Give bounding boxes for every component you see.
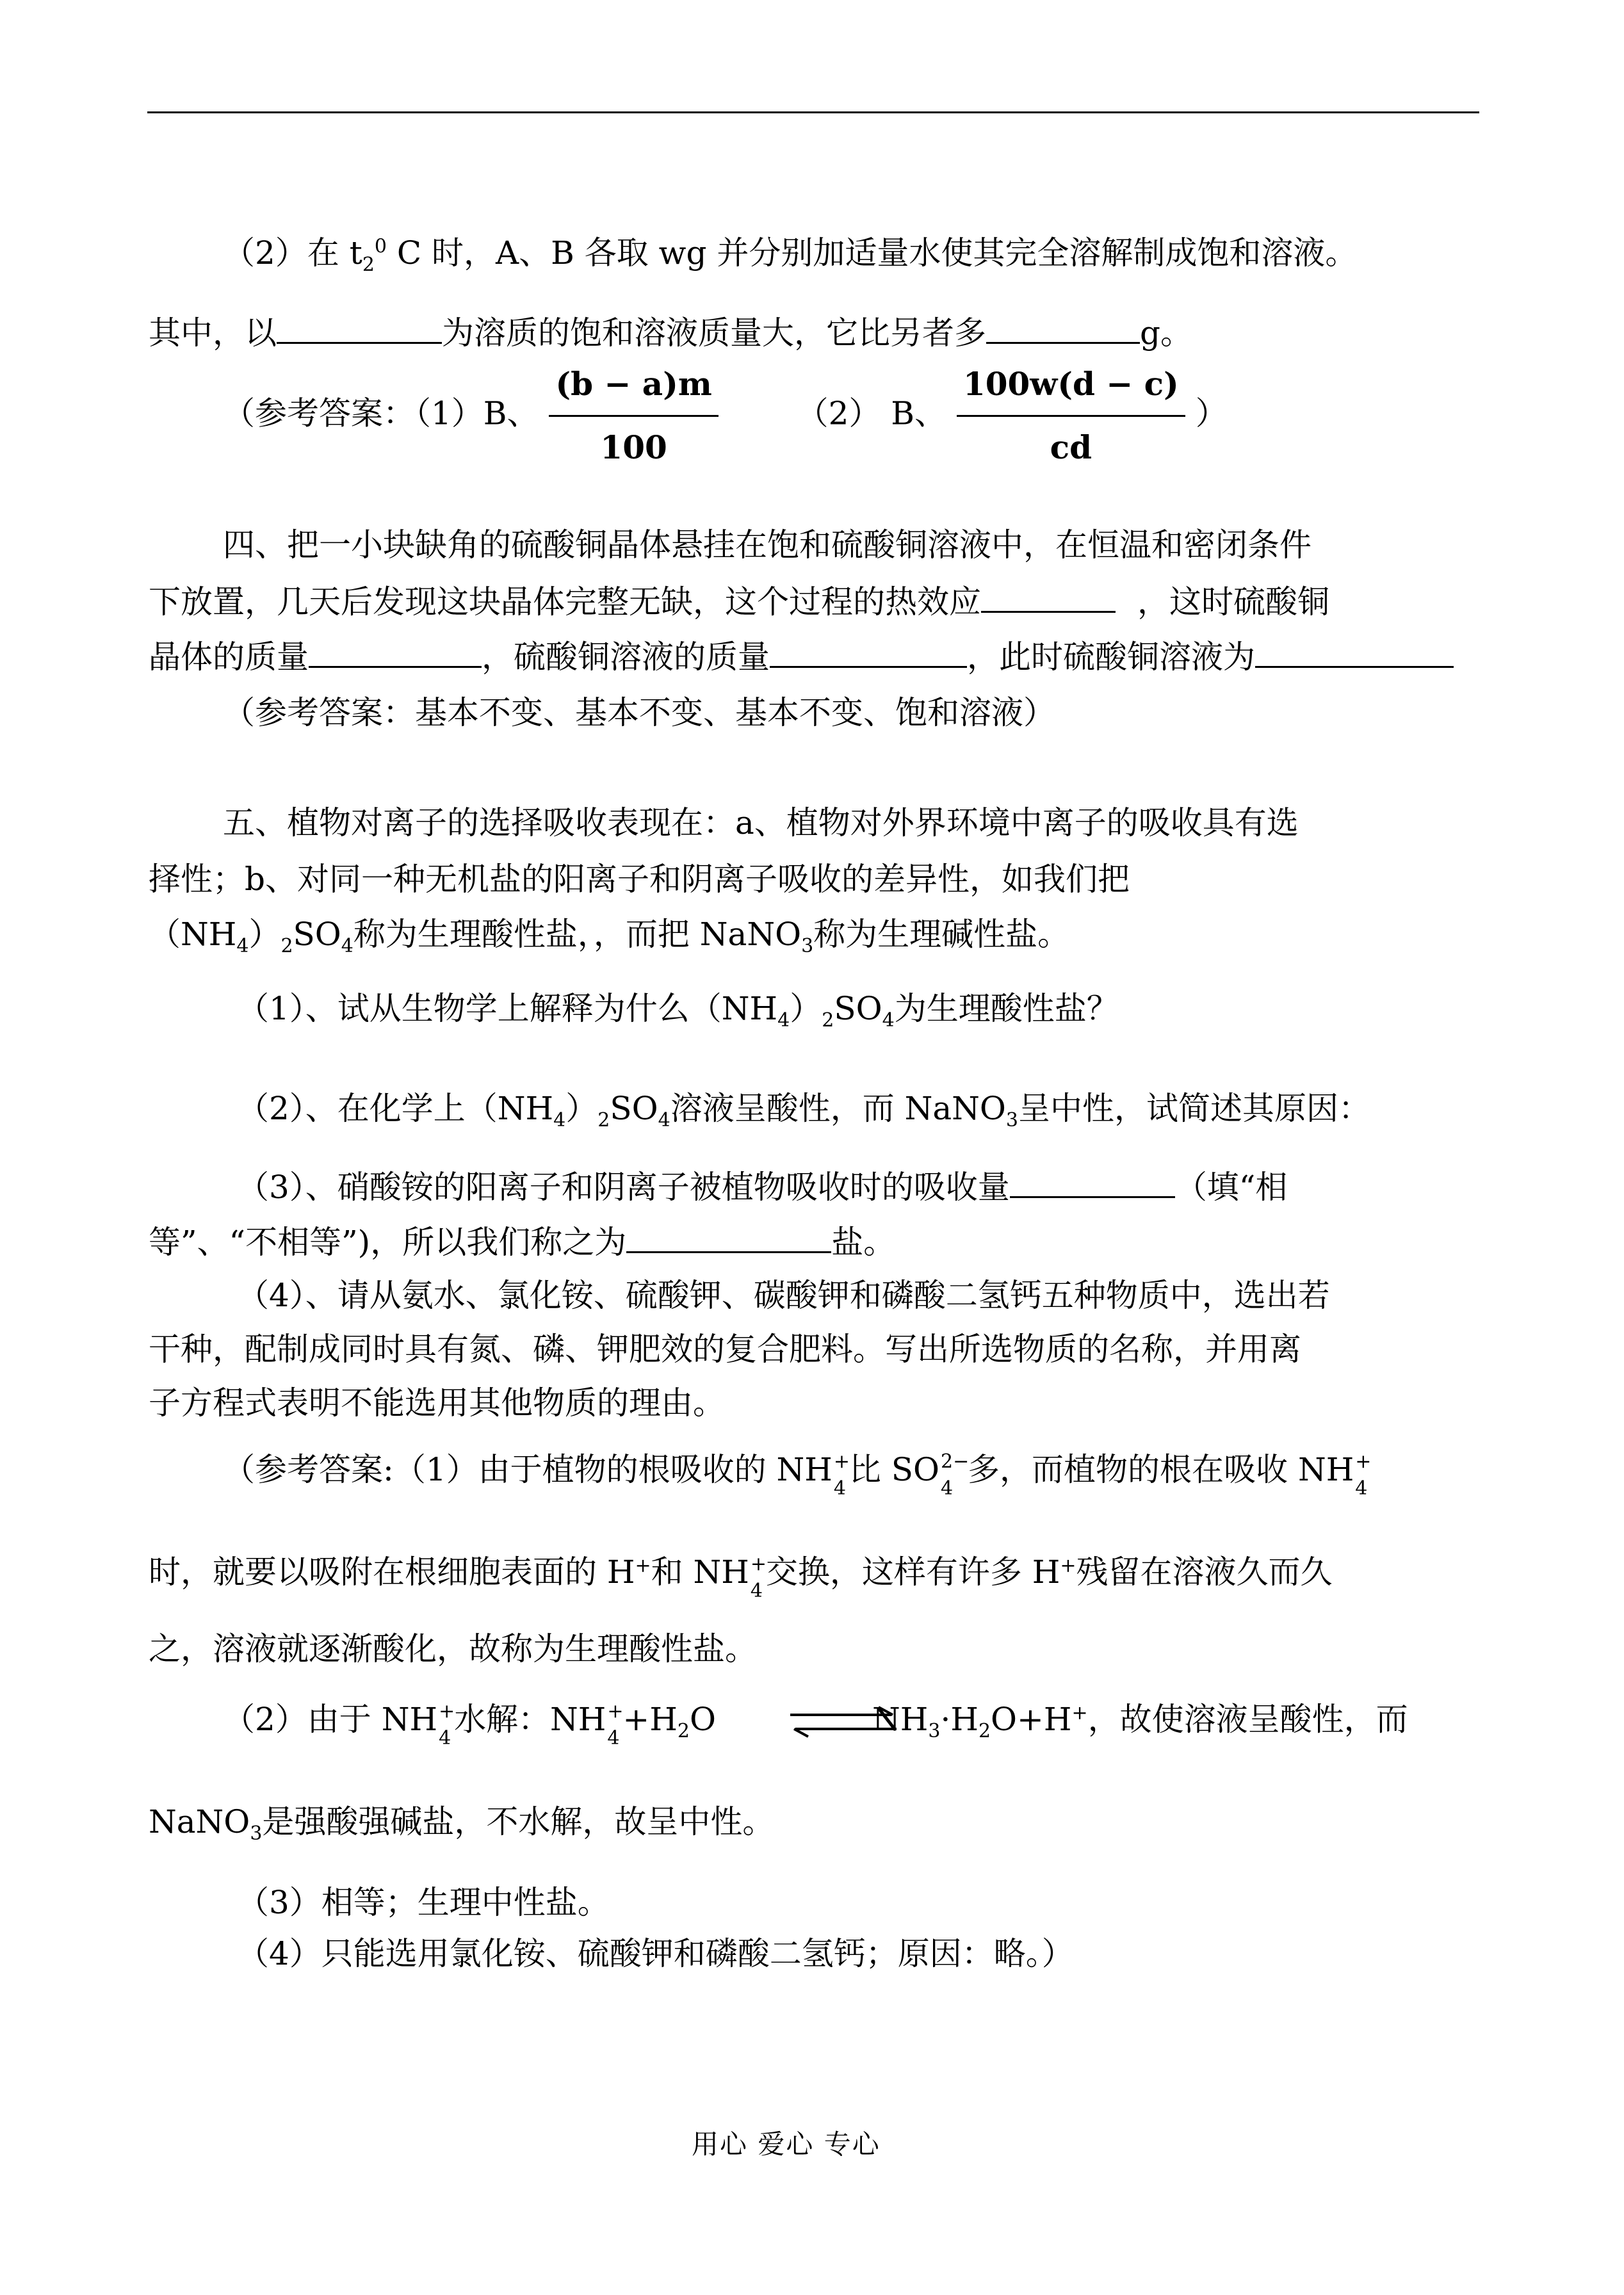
q5-part4-line1: （4）、请从氨水、氯化铵、硫酸钾、碳酸钾和磷酸二氢钙五种物质中，选出若 — [237, 1277, 1330, 1314]
q5-answer-line7: （4）只能选用氯化铵、硫酸钾和磷酸二氢钙；原因：略。） — [237, 1935, 1074, 1972]
q5-part3-line2: 等”、“不相等”)，所以我们称之为 盐。 — [149, 1219, 895, 1265]
header-rule — [147, 111, 1479, 113]
q5-answer-line4a: （2）由于 NH + 4 水解：NH + 4 $+H_2O$ — [223, 1700, 717, 1749]
answer-blank[interactable] — [1255, 634, 1454, 668]
q5-part1: （1）、试从生物学上解释为什么$(NH_4)_2SO_4$为生理酸性盐？ — [237, 990, 1119, 1032]
q5-answer-line6: （3）相等；生理中性盐。 — [237, 1884, 610, 1921]
q5-line3: $(NH_4)_2SO_4$称为生理酸性盐，，而把 NaNO$_3$称为生理碱性盐。 — [149, 916, 1070, 957]
q5-answer-line4b: $NH_3\cdot H_2O+H^+$，故使溶液呈酸性，而 — [872, 1701, 1408, 1742]
q5-answer-line1: （参考答案:（1）由于植物的根吸收的 NH + 4 比 SO 2− 4 多，而植物的根在吸收 NH + 4 — [223, 1450, 1372, 1500]
fraction-2: $\frac{100w(d - c)}{cd}$ — [957, 359, 1185, 473]
answer-blank[interactable] — [981, 579, 1116, 613]
q5-part3-line1: （3）、硝酸铵的阳离子和阴离子被植物吸收时的吸收量 （填“相 — [237, 1164, 1287, 1210]
answer-blank[interactable] — [626, 1219, 831, 1253]
q5-answer-line2: 时，就要以吸附在根细胞表面的 H+和 NH + 4 交换，这样有许多 H+残留在溶液久而久 — [149, 1553, 1333, 1602]
q5-answer-line5: NaNO$_3$是强酸强碱盐，不水解，故呈中性。 — [149, 1803, 775, 1845]
q4-line1: 四、把一小块缺角的硫酸铜晶体悬挂在饱和硫酸铜溶液中，在恒温和密闭条件 — [223, 526, 1311, 564]
q4-answer: （参考答案：基本不变、基本不变、基本不变、饱和溶液） — [223, 694, 1055, 731]
answer-blank[interactable] — [986, 310, 1140, 344]
q5-part2: （2）、在化学上$(NH_4)_2SO_4$溶液呈酸性，而 NaNO$_3$呈中性，试简述其原因： — [237, 1090, 1370, 1131]
q5-line1: 五、植物对离子的选择吸收表现在：a、植物对外界环境中离子的吸收具有选 — [223, 804, 1299, 841]
q4-line2: 下放置，几天后发现这块晶体完整无缺，这个过程的热效应 ，这时硫酸铜 — [149, 579, 1329, 624]
page-footer: 用心 爱心 专心 — [692, 2129, 881, 2160]
answer-blank[interactable] — [277, 310, 442, 344]
q3-answer: （参考答案：（1）B、 $\frac{(b - a)m}{100}$ （2） B、 $\frac{100w(d - c)}{cd}$ ） — [223, 359, 1228, 473]
q3-part2-line2: 其中，以 为溶质的饱和溶液质量大，它比另者多 g。 — [149, 310, 1192, 355]
q5-part4-line2: 干种，配制成同时具有氮、磷、钾肥效的复合肥料。写出所选物质的名称，并用离 — [149, 1331, 1301, 1368]
answer-blank[interactable] — [309, 634, 482, 668]
answer-blank[interactable] — [770, 634, 967, 668]
q5-part4-line3: 子方程式表明不能选用其他物质的理由。 — [149, 1384, 725, 1422]
q5-answer-line3: 之，溶液就逐渐酸化，故称为生理酸性盐。 — [149, 1630, 757, 1667]
fraction-1: $\frac{(b - a)m}{100}$ — [549, 359, 718, 473]
answer-blank[interactable] — [1010, 1164, 1175, 1198]
q3-part2-line1: （2）在 $t_2^0$ C 时，A、B 各取 wg 并分别加适量水使其完全溶解制成饱和溶液。 — [223, 234, 1358, 276]
q5-line2: 择性；b、对同一种无机盐的阳离子和阴离子吸收的差异性，如我们把 — [149, 861, 1130, 898]
q4-line3: 晶体的质量 ，硫酸铜溶液的质量 ，此时硫酸铜溶液为 — [149, 634, 1454, 679]
